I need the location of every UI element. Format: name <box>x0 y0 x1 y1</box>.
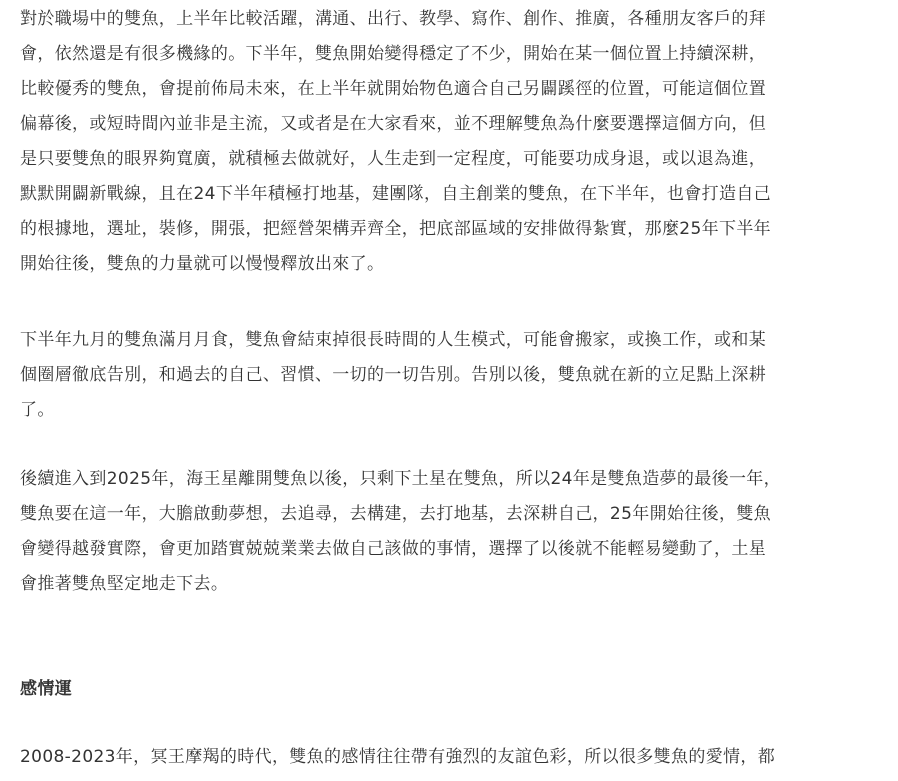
section-heading-love: 感情運 <box>20 679 73 699</box>
paragraph-career-first-half <box>20 2 771 282</box>
text-line: 後續進入到2025年，海王星離開雙魚以後，只剩下土星在雙魚，所以24年是雙魚造夢的最後一年， <box>20 469 781 489</box>
text-line: 開始往後，雙魚的力量就可以慢慢釋放出來了。 <box>20 254 385 274</box>
paragraph-love-intro <box>20 740 775 775</box>
text-line: 偏幕後，或短時間內並非是主流，又或者是在大家看來，並不理解雙魚為什麼要選擇這個方向，但 <box>20 114 767 134</box>
text-line: 會變得越發實際，會更加踏實兢兢業業去做自己該做的事情，選擇了以後就不能輕易變動了，土星 <box>20 539 767 559</box>
text-line: 對於職場中的雙魚，上半年比較活躍，溝通、出行、教學、寫作、創作、推廣，各種朋友客戶的拜 <box>20 9 767 29</box>
paragraph-2025-outlook <box>20 462 781 602</box>
text-line: 下半年九月的雙魚滿月月食，雙魚會結束掉很長時間的人生模式，可能會搬家，或換工作，或和某 <box>20 330 767 350</box>
text-line: 2008-2023年，冥王摩羯的時代，雙魚的感情往往帶有強烈的友誼色彩，所以很多雙魚的愛情，都 <box>20 747 776 767</box>
text-line: 了。 <box>20 400 55 420</box>
text-line: 會，依然還是有很多機緣的。下半年，雙魚開始變得穩定了不少，開始在某一個位置上持續深耕， <box>20 44 767 64</box>
text-line: 個圈層徹底告別，和過去的自己、習慣、一切的一切告別。告別以後，雙魚就在新的立足點上深耕 <box>20 365 767 385</box>
text-line: 是只要雙魚的眼界夠寬廣，就積極去做就好，人生走到一定程度，可能要功成身退，或以退為進， <box>20 149 767 169</box>
text-line: 會推著雙魚堅定地走下去。 <box>20 574 229 594</box>
text-line: 比較優秀的雙魚，會提前佈局未來，在上半年就開始物色適合自己另闢蹊徑的位置，可能這個位置 <box>20 79 767 99</box>
text-line: 雙魚要在這一年，大膽啟動夢想，去追尋，去構建，去打地基，去深耕自己，25年開始往後，雙魚 <box>20 504 772 524</box>
text-line: 默默開闢新戰線，且在24下半年積極打地基，建團隊，自主創業的雙魚，在下半年，也會打造自己 <box>20 184 772 204</box>
paragraph-lunar-eclipse <box>20 323 766 428</box>
text-line: 的根據地，選址，裝修，開張，把經營架構弄齊全，把底部區域的安排做得紮實，那麼25年下半年 <box>20 219 772 239</box>
